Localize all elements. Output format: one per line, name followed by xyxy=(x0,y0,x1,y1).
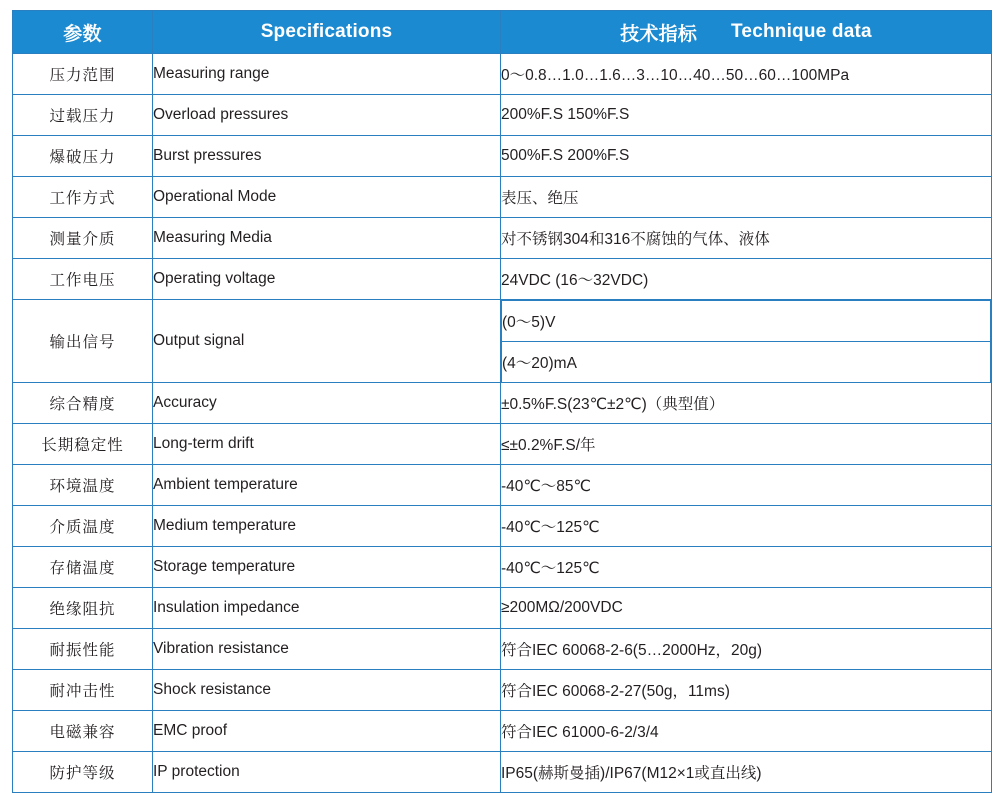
param-en: EMC proof xyxy=(153,711,501,752)
table-row xyxy=(13,629,992,670)
table-row xyxy=(13,300,992,383)
header-parameter: 参数 xyxy=(13,11,153,54)
param-cn: 防护等级 xyxy=(13,752,153,793)
table-header xyxy=(13,11,992,54)
param-value: 24VDC (16～32VDC) xyxy=(501,259,992,300)
table-row xyxy=(13,177,992,218)
param-en: Accuracy xyxy=(153,383,501,424)
param-en: Output signal xyxy=(153,300,501,383)
param-cn: 综合精度 xyxy=(13,383,153,424)
param-cn: 介质温度 xyxy=(13,506,153,547)
param-en: Measuring range xyxy=(153,54,501,95)
param-value: -40℃～125℃ xyxy=(501,506,992,547)
table-row xyxy=(13,424,992,465)
param-cn: 爆破压力 xyxy=(13,136,153,177)
output-signal-lines xyxy=(501,300,991,382)
header-technique-cn: 技术指标 xyxy=(620,23,698,45)
param-value: -40℃～85℃ xyxy=(501,465,992,506)
table-row xyxy=(13,218,992,259)
table-row xyxy=(13,136,992,177)
param-cn: 过载压力 xyxy=(13,95,153,136)
param-en: Storage temperature xyxy=(153,547,501,588)
param-en: Burst pressures xyxy=(153,136,501,177)
table-row xyxy=(13,670,992,711)
param-en: Operating voltage xyxy=(153,259,501,300)
table-row xyxy=(13,54,992,95)
param-cn: 工作方式 xyxy=(13,177,153,218)
param-en: Overload pressures xyxy=(153,95,501,136)
table-row xyxy=(13,752,992,793)
param-en: Measuring Media xyxy=(153,218,501,259)
param-value: 500%F.S 200%F.S xyxy=(501,136,992,177)
header-specifications: Specifications xyxy=(153,11,501,54)
param-cn: 输出信号 xyxy=(13,300,153,383)
param-en: Ambient temperature xyxy=(153,465,501,506)
param-en: Operational Mode xyxy=(153,177,501,218)
header-row xyxy=(13,11,992,54)
param-cn: 耐冲击性 xyxy=(13,670,153,711)
param-en: Long-term drift xyxy=(153,424,501,465)
table-row xyxy=(13,506,992,547)
param-value: 表压、绝压 xyxy=(501,177,992,218)
param-value: ≥200MΩ/200VDC xyxy=(501,588,992,629)
param-value: -40℃～125℃ xyxy=(501,547,992,588)
param-value: (4～20)mA xyxy=(502,342,991,383)
param-cn: 测量介质 xyxy=(13,218,153,259)
table-row xyxy=(13,547,992,588)
param-value: ±0.5%F.S(23℃±2℃)（典型值） xyxy=(501,383,992,424)
param-cn: 压力范围 xyxy=(13,54,153,95)
output-signal-line xyxy=(502,301,991,342)
param-cn: 绝缘阻抗 xyxy=(13,588,153,629)
specifications-table xyxy=(12,10,992,793)
param-value: 对不锈钢304和316不腐蚀的气体、液体 xyxy=(501,218,992,259)
param-value: ≤±0.2%F.S/年 xyxy=(501,424,992,465)
param-en: Insulation impedance xyxy=(153,588,501,629)
param-value: IP65(赫斯曼插)/IP67(M12×1或直出线) xyxy=(501,752,992,793)
table-row xyxy=(13,465,992,506)
param-value: 0～0.8…1.0…1.6…3…10…40…50…60…100MPa xyxy=(501,54,992,95)
param-en: IP protection xyxy=(153,752,501,793)
table-row xyxy=(13,95,992,136)
header-technique-data xyxy=(501,11,992,54)
param-value: 符合IEC 61000-6-2/3/4 xyxy=(501,711,992,752)
header-technique-en: Technique data xyxy=(731,21,872,42)
param-cn: 耐振性能 xyxy=(13,629,153,670)
param-cn: 工作电压 xyxy=(13,259,153,300)
param-value: 200%F.S 150%F.S xyxy=(501,95,992,136)
table-row xyxy=(13,588,992,629)
table-row xyxy=(13,259,992,300)
param-en: Medium temperature xyxy=(153,506,501,547)
output-signal-line xyxy=(502,342,991,383)
param-cn: 电磁兼容 xyxy=(13,711,153,752)
param-value: (0～5)V xyxy=(502,301,991,342)
param-value: 符合IEC 60068-2-6(5…2000Hz，20g) xyxy=(501,629,992,670)
param-cn: 存储温度 xyxy=(13,547,153,588)
param-cn: 长期稳定性 xyxy=(13,424,153,465)
table-body xyxy=(13,54,992,793)
param-en: Shock resistance xyxy=(153,670,501,711)
param-cn: 环境温度 xyxy=(13,465,153,506)
param-value-group xyxy=(501,300,992,383)
param-en: Vibration resistance xyxy=(153,629,501,670)
param-value: 符合IEC 60068-2-27(50g，11ms) xyxy=(501,670,992,711)
table-row xyxy=(13,383,992,424)
table-row xyxy=(13,711,992,752)
